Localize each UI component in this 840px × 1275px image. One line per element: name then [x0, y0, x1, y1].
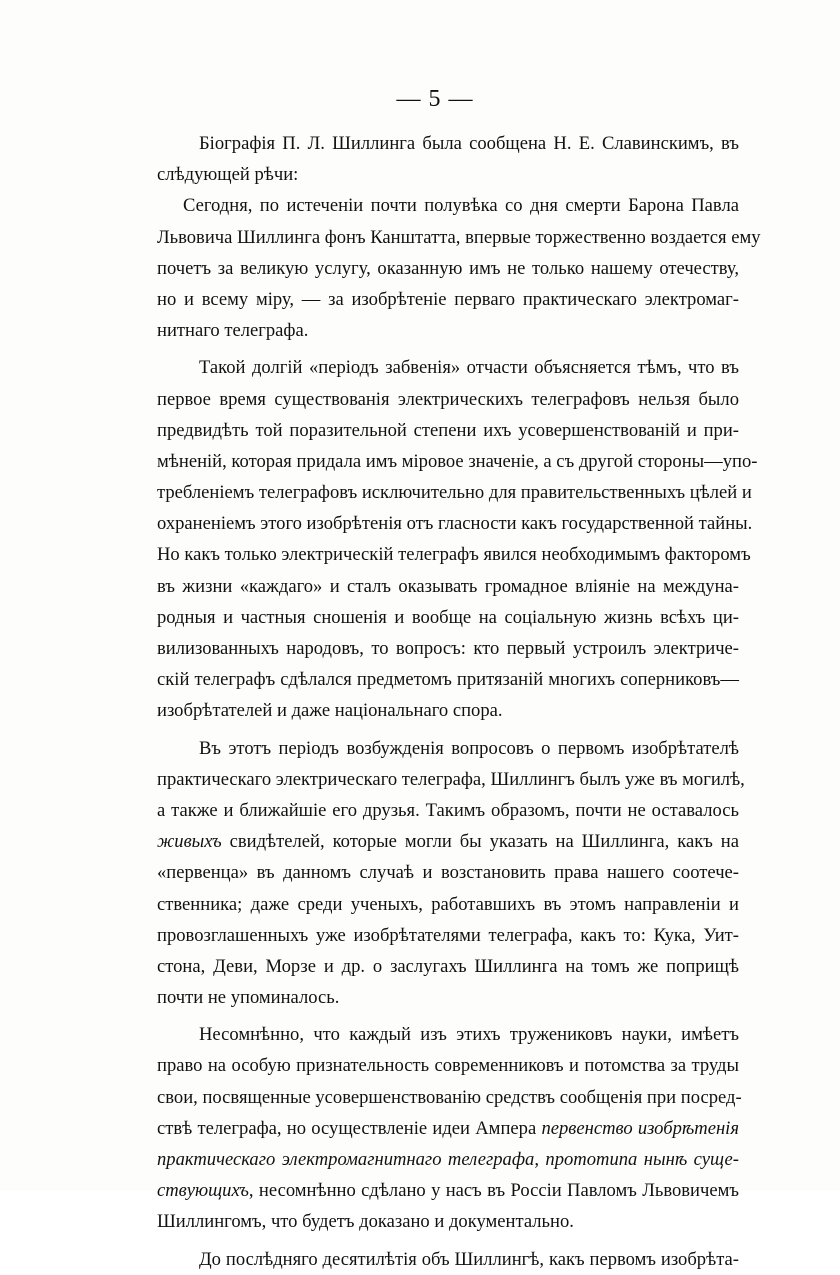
- italic-text: живыхъ: [157, 831, 222, 853]
- text-line: охраненіемъ этого изобрѣтенія отъ гласности какъ государственной тайны.: [157, 513, 753, 535]
- text-line: свои, посвященные усовершенствованію средствъ сообщенія при посред-: [157, 1086, 742, 1108]
- italic-text: первенство изобрѣтенія: [541, 1117, 739, 1139]
- text-line: До послѣдняго десятилѣтія объ Шиллингѣ, какъ первомъ изобрѣта-: [199, 1248, 739, 1270]
- text-line: Но какъ только электрическій телеграфъ явился необходимымъ факторомъ: [157, 544, 751, 566]
- text-line: Шиллингомъ, что будетъ доказано и документально.: [157, 1211, 574, 1233]
- text-line: Въ этотъ періодъ возбужденія вопросовъ о первомъ изобрѣтателѣ: [199, 737, 739, 759]
- text-line: вилизованныхъ народовъ, то вопросъ: кто первый устроилъ электриче-: [157, 638, 739, 659]
- text-line: Сегодня, по истеченіи почти полувѣка со дня смерти Барона Павла: [183, 195, 739, 217]
- text-line: родныя и частныя сношенія и вообще на соціальную жизнь всѣхъ ци-: [157, 606, 739, 628]
- text-line: почетъ за великую услугу, оказанную имъ не только нашему отечеству,: [157, 257, 739, 279]
- text-line: Несомнѣнно, что каждый изъ этихъ тружениковъ науки, имѣетъ: [199, 1024, 739, 1046]
- text-line: Біографія П. Л. Шиллинга была сообщена Н. Е. Славинскимъ, въ: [199, 133, 739, 154]
- page-number: — 5 —: [396, 86, 474, 112]
- text-line: предвидѣть той поразительной степени ихъ усовершенствованій и при-: [157, 419, 739, 441]
- text-line: практическаго электрическаго телеграфа, Шиллингъ былъ уже въ могилѣ,: [157, 768, 745, 790]
- text-line: первое время существованія электрическихъ телеграфовъ нельзя было: [157, 388, 739, 410]
- italic-text: ствующихъ: [157, 1180, 249, 1202]
- text-line: но и всему міру, — за изобрѣтеніе перваго практическаго электромаг-: [157, 288, 739, 310]
- text-line: требленіемъ телеграфовъ исключительно для правительственныхъ цѣлей и: [157, 482, 752, 504]
- text-line: право на особую признательность современниковъ и потомства за труды: [157, 1055, 739, 1077]
- text-line: нитнаго телеграфа.: [157, 320, 309, 342]
- text-fragment: , несомнѣнно сдѣлано у насъ въ Россіи Павломъ Львовичемъ: [248, 1180, 739, 1202]
- text-line: Львовича Шиллинга фонъ Канштатта, впервые торжественно воздается ему: [157, 226, 761, 248]
- text-fragment: ствѣ телеграфа, но осуществленіе идеи Ампера: [157, 1117, 542, 1139]
- text-line: слѣдующей рѣчи:: [157, 164, 299, 186]
- text-line: изобрѣтателей и даже національнаго спора.: [157, 700, 503, 722]
- text-line: почти не упоминалось.: [157, 987, 340, 1009]
- text-line: мѣненій, которая придала имъ міровое значеніе, а съ другой стороны—упо-: [157, 450, 758, 472]
- italic-text: практическаго электромагнитнаго телеграфа, прототипа нынѣ суще-: [157, 1149, 739, 1170]
- text-line: «первенца» въ данномъ случаѣ и возстановить права нашего соотече-: [157, 862, 739, 884]
- text-line: а также и ближайшіе его друзья. Такимъ образомъ, почти не оставалось: [157, 799, 739, 821]
- text-line: стона, Деви, Морзе и др. о заслугахъ Шиллинга на томъ же поприщѣ: [157, 955, 739, 977]
- text-line: скій телеграфъ сдѣлался предметомъ притязаній многихъ соперниковъ—: [157, 669, 739, 691]
- text-line: ственника; даже среди ученыхъ, работавшихъ въ этомъ направленіи и: [157, 893, 739, 915]
- text-line: Такой долгій «періодъ забвенія» отчасти объясняется тѣмъ, что въ: [199, 357, 739, 379]
- text-line: въ жизни «каждаго» и сталъ оказывать громадное вліяніе на междуна-: [157, 575, 739, 597]
- text-line: [157, 1113, 739, 1144]
- text-line: [157, 826, 739, 857]
- text-line: провозглашенныхъ уже изобрѣтателями телеграфа, какъ то: Кука, Уит-: [157, 924, 739, 946]
- text-line: [157, 1144, 739, 1175]
- body-text: [157, 128, 761, 1275]
- text-fragment: свидѣтелей, которые могли бы указать на Шиллинга, какъ на: [221, 831, 739, 853]
